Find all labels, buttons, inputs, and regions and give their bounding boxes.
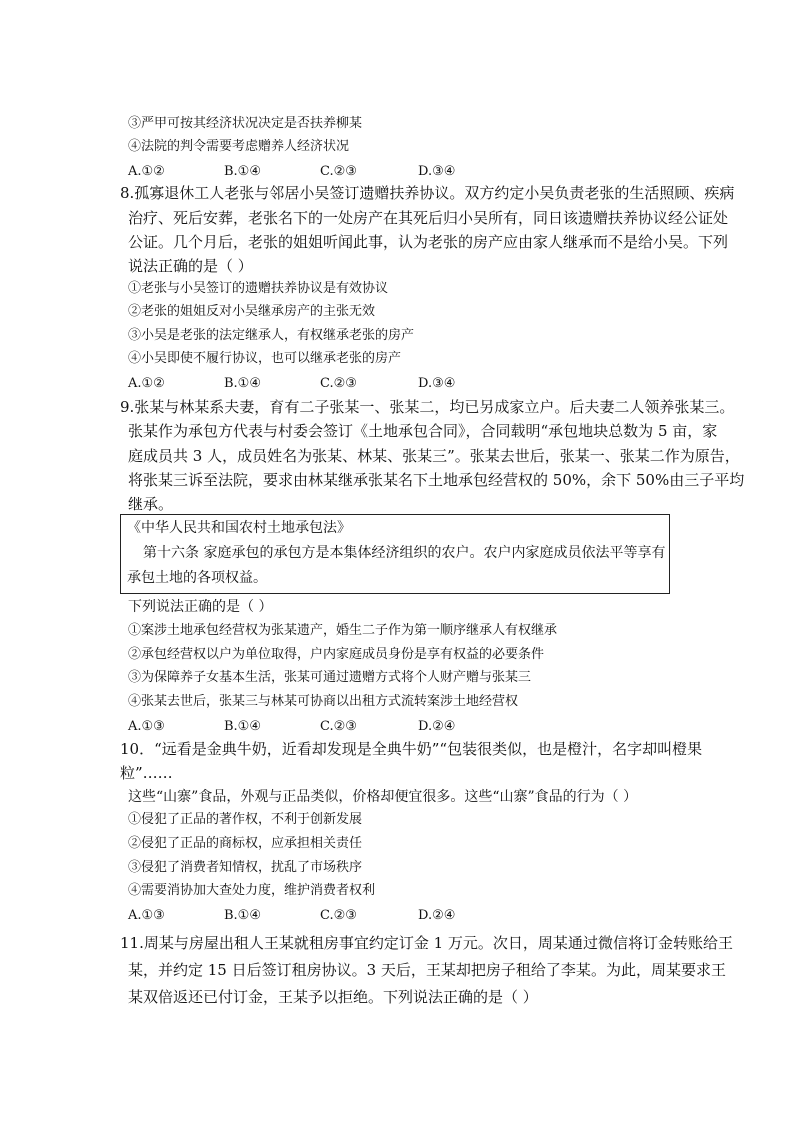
q9-option-d: D.②④: [418, 719, 456, 734]
law-article-line-1: 第十六条 家庭承包的承包方是本集体经济组织的农户。农户内家庭成员依法平等享有: [143, 545, 666, 561]
q10-item-2: ②侵犯了正品的商标权，应承担相关责任: [128, 836, 363, 851]
q11-stem-line-2: 某，并约定 15 日后签订租房协议。3 天后，王某却把房子租给了李某。为此，周某要求王: [128, 961, 726, 979]
q8-stem-line-4: 说法正确的是（ ）: [128, 257, 253, 275]
q9-option-c: C.②③: [320, 719, 357, 734]
q9-stem-line-4: 将张某三诉至法院，要求由林某继承张某名下土地承包经营权的 50%，余下 50%由三子平均: [128, 471, 745, 489]
q10-stem-line-2: 粒”……: [120, 764, 173, 782]
q10-item-1: ①侵犯了正品的著作权，不利于创新发展: [128, 812, 363, 827]
q9-item-3: ③为保障养子女基本生活，张某可通过遗赠方式将个人财产赠与张某三: [128, 670, 532, 685]
q10-options: [128, 908, 548, 924]
q7-option-c: C.②③: [320, 164, 357, 179]
q11-stem-line-1: 11.周某与房屋出租人王某就租房事宜约定订金 1 万元。次日，周某通过微信将订金转账给王: [120, 934, 733, 952]
q7-options: [128, 164, 548, 180]
q9-question: 下列说法正确的是（ ）: [128, 599, 273, 615]
q8-option-c: C.②③: [320, 376, 357, 391]
q9-stem-line-5: 继承。: [128, 495, 174, 513]
q9-options: [128, 719, 548, 735]
q9-option-b: B.①④: [224, 719, 261, 734]
q8-option-a: A.①②: [128, 376, 165, 391]
q8-option-b: B.①④: [224, 376, 261, 391]
q10-question: 这些“山寨”食品，外观与正品类似，价格却便宜很多。这些“山寨”食品的行为（ ）: [128, 789, 638, 805]
q9-item-1: ①案涉土地承包经营权为张某遗产，婚生二子作为第一顺序继承人有权继承: [128, 623, 558, 638]
q9-option-a: A.①③: [128, 719, 165, 734]
q9-stem-line-2: 张某作为承包方代表与村委会签订《土地承包合同》，合同载明“承包地块总数为 5 亩，家: [128, 422, 718, 440]
q9-stem-line-3: 庭成员共 3 人，成员姓名为张某、林某、张某三”。张某去世后，张某一、张某二作为原告，: [128, 447, 740, 465]
law-title: 《中华人民共和国农村土地承包法》: [127, 520, 351, 536]
q8-item-3: ③小吴是老张的法定继承人，有权继承老张的房产: [128, 328, 415, 343]
q8-item-2: ②老张的姐姐反对小吴继承房产的主张无效: [128, 304, 376, 319]
q7-option-b: B.①④: [224, 164, 261, 179]
q8-option-d: D.③④: [418, 376, 456, 391]
q9-item-2: ②承包经营权以户为单位取得，户内家庭成员身份是享有权益的必要条件: [128, 647, 545, 662]
q7-option-d: D.③④: [418, 164, 456, 179]
q10-stem-line-1: 10．“远看是金典牛奶，近看却发现是全典牛奶”“包装很类似，也是橙汁，名字却叫橙果: [120, 740, 703, 758]
q9-item-4: ④张某去世后，张某三与林某可协商以出租方式流转案涉土地经营权: [128, 694, 519, 709]
q8-stem-line-2: 治疗、死后安葬，老张名下的一处房产在其死后归小吴所有，同日该遗赠扶养协议经公证处: [128, 209, 729, 227]
law-excerpt-box: [120, 514, 670, 594]
q10-item-3: ③侵犯了消费者知情权，扰乱了市场秩序: [128, 860, 363, 875]
q7-item-3: ③严甲可按其经济状况决定是否扶养柳某: [128, 116, 363, 131]
q10-option-c: C.②③: [320, 908, 357, 923]
q9-stem-line-1: 9.张某与林某系夫妻，育有二子张某一、张某二，均已另成家立户。后夫妻二人领养张某三。: [120, 398, 735, 416]
q8-stem-line-1: 8.孤寡退休工人老张与邻居小吴签订遗赠扶养协议。双方约定小吴负责老张的生活照顾、疾病: [120, 184, 735, 202]
q7-item-4: ④法院的判令需要考虑赠养人经济状况: [128, 139, 350, 154]
q8-options: [128, 376, 548, 392]
q8-item-4: ④小吴即使不履行协议，也可以继承老张的房产: [128, 351, 402, 366]
q8-stem-line-3: 公证。几个月后，老张的姐姐听闻此事，认为老张的房产应由家人继承而不是给小吴。下列: [128, 233, 729, 251]
q10-option-b: B.①④: [224, 908, 261, 923]
q10-option-a: A.①③: [128, 908, 165, 923]
q7-option-a: A.①②: [128, 164, 165, 179]
law-article-line-2: 承包土地的各项权益。: [127, 570, 267, 586]
q8-item-1: ①老张与小吴签订的遗赠扶养协议是有效协议: [128, 281, 389, 296]
q11-stem-line-3: 某双倍返还已付订金，王某予以拒绝。下列说法正确的是（ ）: [128, 988, 538, 1006]
q10-option-d: D.②④: [418, 908, 456, 923]
q10-item-4: ④需要消协加大查处力度，维护消费者权利: [128, 883, 376, 898]
